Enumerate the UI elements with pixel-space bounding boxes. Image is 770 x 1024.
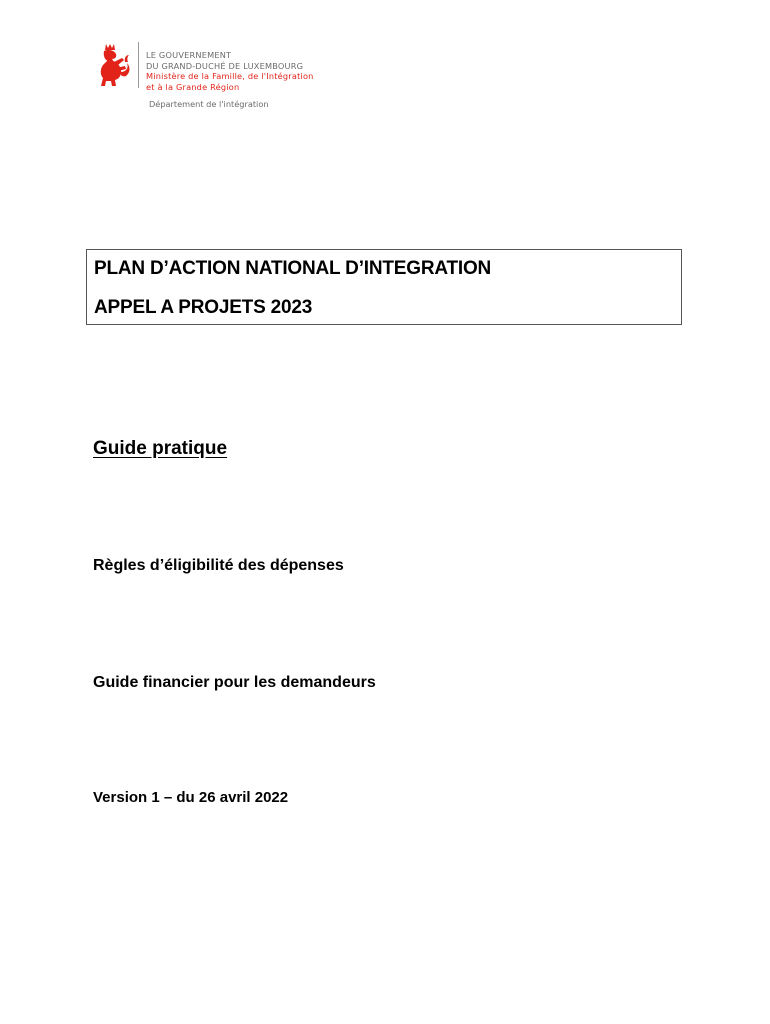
gov-line-2: DU GRAND-DUCHÉ DE LUXEMBOURG <box>146 60 304 71</box>
title-line-1: PLAN D’ACTION NATIONAL D’INTEGRATION <box>94 258 492 279</box>
title-line-2: APPEL A PROJETS 2023 <box>94 297 313 318</box>
government-name <box>146 50 314 92</box>
government-logo <box>94 42 354 114</box>
department-name: Département de l'intégration <box>149 99 269 109</box>
gov-line-1: LE GOUVERNEMENT <box>146 50 232 60</box>
red-lion-coat-of-arms-icon <box>94 42 132 92</box>
ministry-line-1: Ministère de la Famille, de l'Intégration <box>146 71 314 81</box>
title-box <box>86 249 682 325</box>
financial-guide-subtitle: Guide financier pour les demandeurs <box>93 674 376 691</box>
ministry-line-2: et à la Grande Région <box>146 81 240 92</box>
logo-divider <box>138 42 139 88</box>
rules-subtitle: Règles d’éligibilité des dépenses <box>93 557 344 574</box>
version-line: Version 1 – du 26 avril 2022 <box>93 789 289 806</box>
guide-heading: Guide pratique <box>93 438 228 459</box>
